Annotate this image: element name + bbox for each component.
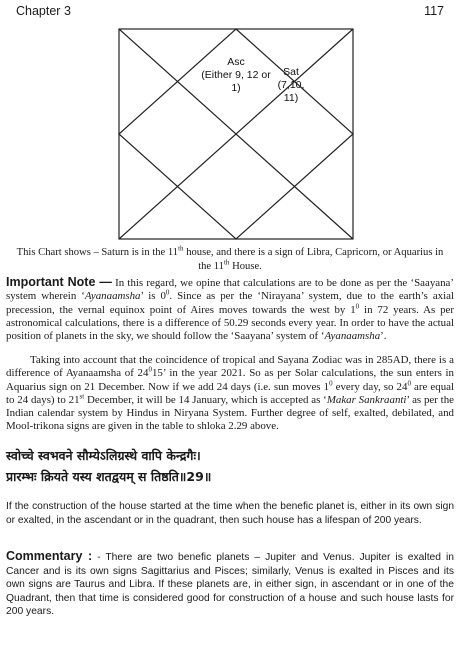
sanskrit-shloka [6,448,454,485]
horoscope-chart [118,28,354,240]
commentary-paragraph: Commentary : - There are two benefic planets – Jupiter and Venus. Jupiter is exalted in Cancer and is its own signs Sagittarius and Pisces; similarly, Venus is exalted in Pisces and its own signs are Taurus and Libra. If these planets are, in either sign, in ascendant or in one of the Quadrant, then that time is considered good for construction of a house and such house lasts for 200 years. [6,549,454,618]
asc-label: Asc [227,56,245,68]
sat-note-line2: 11) [283,92,299,104]
ayanaamsha-paragraph: Taking into account that the coincidence of tropical and Sayana Zodiac was in 285AD, there is a difference of Ayanaamsha of $24^015$’ in the year 2021. So as per Solar calculations, the sun enters in Aquarius sign on 21 December. Now if we add 24 days (i.e. sun moves $1^0$ every day, so $24^0$ are equal to 24 days) to 21st December, it will be 14 January, which is accepted as ‘Makar Sankraanti’ as per the Indian calendar system by Hindus in Niryana System. Further degree of self, exalted, debilated, and Mool-trikona signs are given in the table to shloka 2.29 above. [6,354,455,433]
chapter-title: Chapter 3 [16,4,71,18]
chart-caption: This Chart shows – Saturn is in the 11th house, and there is a sign of Libra, Capricorn, or Aquarius in the 11th House. [16,244,444,272]
page-header [16,2,444,20]
shloka-line-2: प्रारम्भः क्रियते यस्य शतद्वयम् स तिष्ठति॥29॥ [6,469,212,484]
commentary-heading: Commentary : [6,549,93,563]
important-note-paragraph: Important Note — In this regard, we opine that calculations are to be done as per the ‘Saayana’ system wherein ‘Ayanaamsha’ is $0^0$. Since as per the ‘Nirayana’ system, due to the earth’s axial precession, the vernal equinox point of Aires moves towards the west by $1^0$ in 72 years. As per astronomical calculations, there is a difference of 50.29 seconds every year. In order to have the actual position of planets in the sky, we should follow the ‘Saayana’ system of ‘Ayanaamsha’. [6,275,455,343]
sat-cell [268,66,314,105]
asc-note-line2: 1) [231,82,241,94]
sat-note-line1: (7,10, [277,79,305,91]
page-number: 117 [424,4,444,18]
asc-note-line1: (Either 9, 12 or [201,69,271,81]
important-note-heading: Important Note — [6,275,112,289]
sat-label: Sat [283,66,299,78]
shloka-line-1: स्वोच्चे स्वभवने सौम्येऽलिग्रस्थे वापि केन्द्रगैः। [6,448,201,463]
construction-paragraph: If the construction of the house started at the time when the benefic planet is, either in its own sign or exalted, in the ascendant or in the quadrant, then such house has a lifespan of 200 years. [6,501,454,526]
